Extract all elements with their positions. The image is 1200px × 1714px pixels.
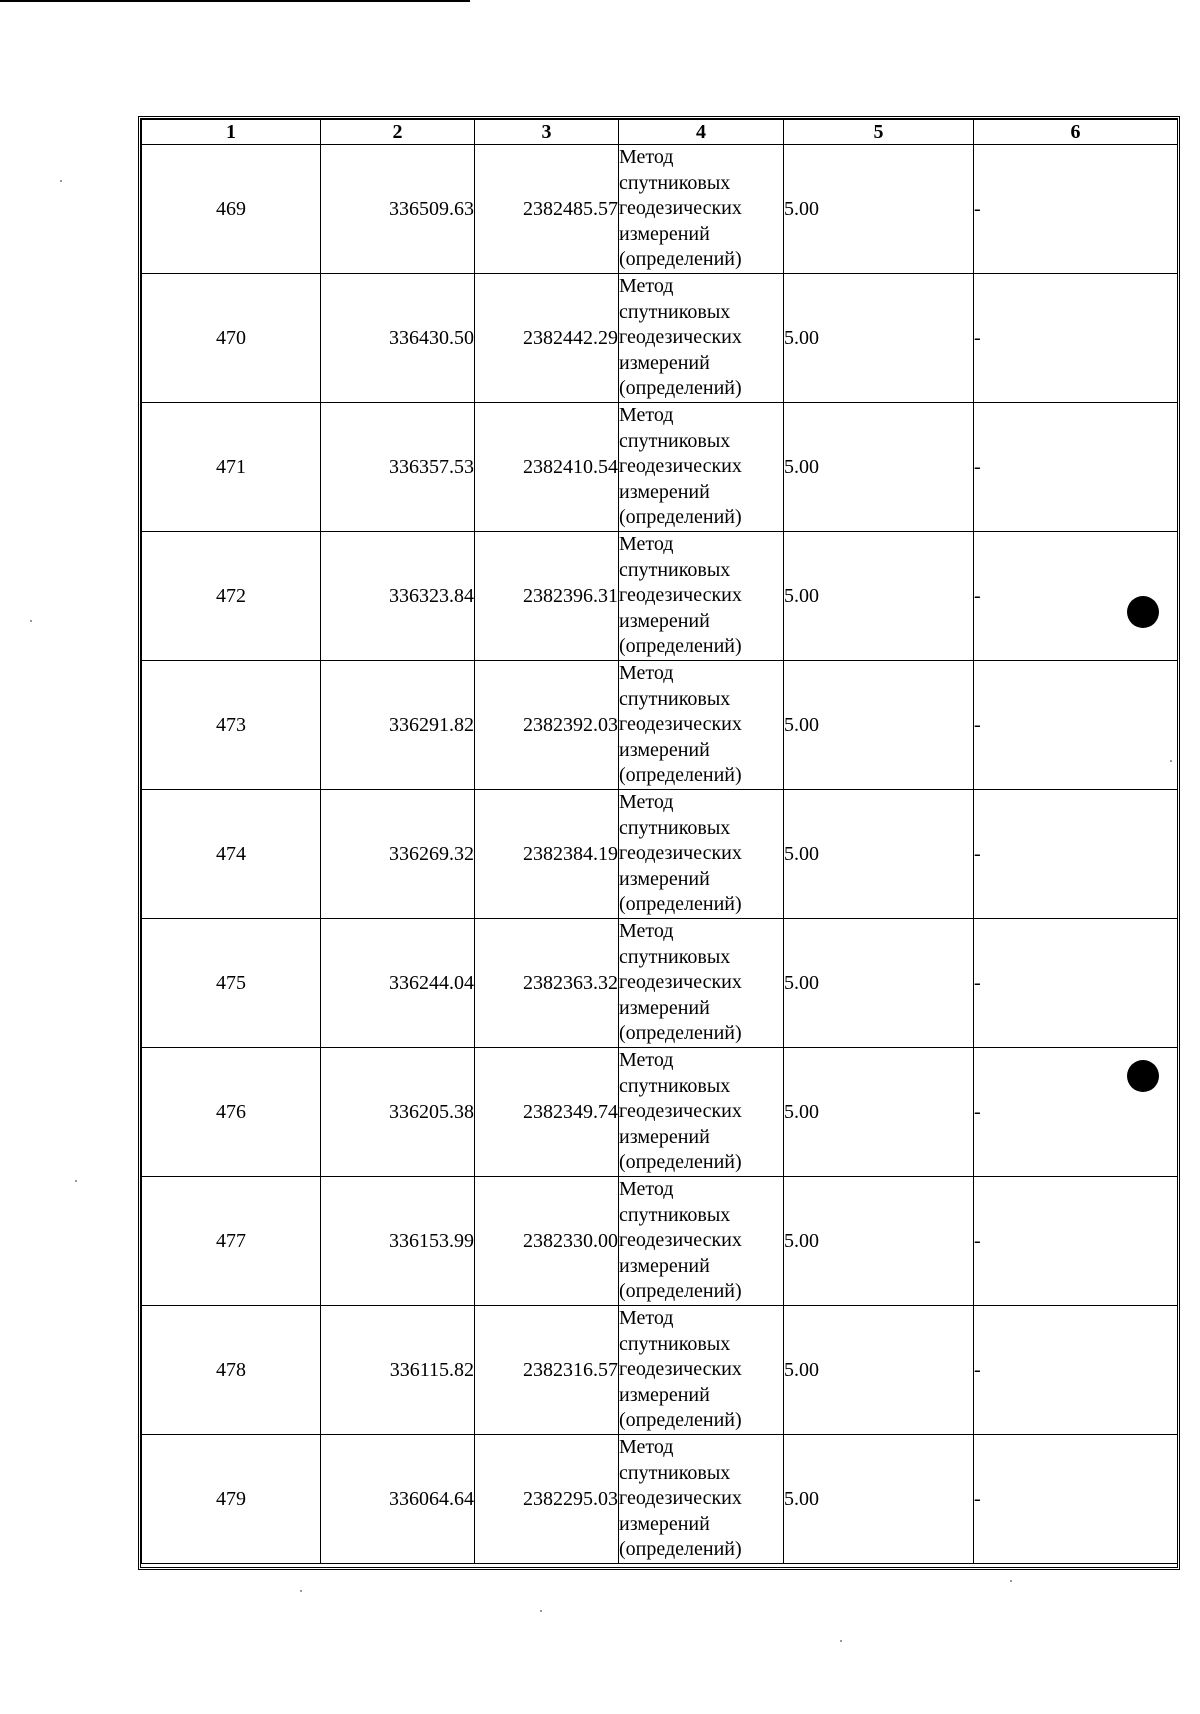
method-line: измерений: [619, 738, 710, 761]
point-number-cell: 473: [142, 661, 321, 790]
accuracy-cell: 5.00: [784, 1177, 974, 1306]
method-line: геодезических: [619, 326, 742, 349]
coordinate-x-cell: 336064.64: [321, 1435, 475, 1564]
coordinate-y-cell: 2382349.74: [475, 1048, 619, 1177]
method-line: (определений): [619, 506, 742, 529]
note-cell: -: [974, 274, 1178, 403]
accuracy-cell: 5.00: [784, 274, 974, 403]
method-line: геодезических: [619, 1229, 742, 1252]
point-number-cell: 470: [142, 274, 321, 403]
header-col-4: 4: [619, 120, 784, 145]
method-line: геодезических: [619, 1358, 742, 1381]
header-col-2: 2: [321, 120, 475, 145]
method-line: измерений: [619, 867, 710, 890]
method-line: (определений): [619, 1151, 742, 1174]
method-line: (определений): [619, 1538, 742, 1561]
method-line: Метод: [619, 275, 674, 298]
method-line: измерений: [619, 996, 710, 1019]
method-line: измерений: [619, 609, 710, 632]
method-cell: [619, 790, 784, 919]
method-cell: [619, 1435, 784, 1564]
coordinate-y-cell: 2382410.54: [475, 403, 619, 532]
method-cell: [619, 403, 784, 532]
method-line: (определений): [619, 635, 742, 658]
coordinate-x-cell: 336153.99: [321, 1177, 475, 1306]
note-cell: -: [974, 790, 1178, 919]
coordinate-x-cell: 336205.38: [321, 1048, 475, 1177]
method-line: спутниковых: [619, 1074, 731, 1097]
method-line: спутниковых: [619, 558, 731, 581]
table-row: [142, 1048, 1178, 1177]
accuracy-cell: 5.00: [784, 1306, 974, 1435]
note-cell: -: [974, 403, 1178, 532]
method-line: геодезических: [619, 971, 742, 994]
method-line: Метод: [619, 1307, 674, 1330]
scan-speck: [30, 620, 32, 622]
table-row: [142, 661, 1178, 790]
method-line: (определений): [619, 377, 742, 400]
method-line: геодезических: [619, 713, 742, 736]
point-number-cell: 478: [142, 1306, 321, 1435]
table-row: [142, 145, 1178, 274]
accuracy-cell: 5.00: [784, 919, 974, 1048]
method-line: измерений: [619, 1383, 710, 1406]
method-line: Метод: [619, 1049, 674, 1072]
method-line: Метод: [619, 533, 674, 556]
coordinate-x-cell: 336323.84: [321, 532, 475, 661]
coordinate-y-cell: 2382295.03: [475, 1435, 619, 1564]
note-cell: -: [974, 1048, 1178, 1177]
method-line: Метод: [619, 146, 674, 169]
point-number-cell: 469: [142, 145, 321, 274]
scan-speck: [1010, 1580, 1012, 1582]
note-cell: -: [974, 661, 1178, 790]
header-col-1: 1: [142, 120, 321, 145]
method-line: геодезических: [619, 584, 742, 607]
note-cell: -: [974, 145, 1178, 274]
note-cell: -: [974, 1177, 1178, 1306]
scan-speck: [840, 1640, 842, 1642]
coordinate-y-cell: 2382316.57: [475, 1306, 619, 1435]
coordinate-y-cell: 2382330.00: [475, 1177, 619, 1306]
method-line: (определений): [619, 1409, 742, 1432]
method-line: геодезических: [619, 1487, 742, 1510]
method-line: спутниковых: [619, 429, 731, 452]
method-cell: [619, 1048, 784, 1177]
header-col-3: 3: [475, 120, 619, 145]
method-line: измерений: [619, 1254, 710, 1277]
accuracy-cell: 5.00: [784, 1048, 974, 1177]
method-line: (определений): [619, 764, 742, 787]
accuracy-cell: 5.00: [784, 145, 974, 274]
note-cell: -: [974, 532, 1178, 661]
accuracy-cell: 5.00: [784, 790, 974, 919]
accuracy-cell: 5.00: [784, 1435, 974, 1564]
method-line: геодезических: [619, 455, 742, 478]
method-line: Метод: [619, 404, 674, 427]
method-line: (определений): [619, 1022, 742, 1045]
scan-speck: [1170, 760, 1172, 762]
method-cell: [619, 145, 784, 274]
note-cell: -: [974, 1435, 1178, 1564]
method-line: (определений): [619, 248, 742, 271]
method-line: геодезических: [619, 842, 742, 865]
coordinate-y-cell: 2382396.31: [475, 532, 619, 661]
method-line: (определений): [619, 1280, 742, 1303]
method-cell: [619, 274, 784, 403]
coordinate-y-cell: 2382363.32: [475, 919, 619, 1048]
table-row: [142, 790, 1178, 919]
table-row: [142, 403, 1178, 532]
scan-top-border: [0, 0, 470, 2]
method-line: спутниковых: [619, 816, 731, 839]
method-line: спутниковых: [619, 945, 731, 968]
coordinate-x-cell: 336291.82: [321, 661, 475, 790]
note-cell: -: [974, 919, 1178, 1048]
point-number-cell: 479: [142, 1435, 321, 1564]
header-col-6: 6: [974, 120, 1178, 145]
table-body: [142, 145, 1178, 1564]
method-line: измерений: [619, 1125, 710, 1148]
method-line: измерений: [619, 1512, 710, 1535]
method-cell: [619, 1306, 784, 1435]
method-line: измерений: [619, 351, 710, 374]
table-row: [142, 1177, 1178, 1306]
scan-speck: [60, 180, 62, 182]
method-cell: [619, 1177, 784, 1306]
method-cell: [619, 661, 784, 790]
accuracy-cell: 5.00: [784, 403, 974, 532]
method-line: спутниковых: [619, 1461, 731, 1484]
coordinate-x-cell: 336357.53: [321, 403, 475, 532]
accuracy-cell: 5.00: [784, 661, 974, 790]
method-line: (определений): [619, 893, 742, 916]
method-cell: [619, 919, 784, 1048]
scan-speck: [540, 1610, 542, 1612]
coordinate-y-cell: 2382442.29: [475, 274, 619, 403]
coordinates-table-frame: [138, 116, 1180, 1570]
punch-hole-mark: [1127, 596, 1159, 628]
method-line: геодезических: [619, 1100, 742, 1123]
punch-hole-mark: [1127, 1060, 1159, 1092]
method-line: Метод: [619, 1178, 674, 1201]
header-col-5: 5: [784, 120, 974, 145]
header-row: [142, 120, 1178, 145]
table-row: [142, 532, 1178, 661]
method-line: спутниковых: [619, 1203, 731, 1226]
coordinates-table: [141, 119, 1178, 1564]
point-number-cell: 472: [142, 532, 321, 661]
method-line: измерений: [619, 222, 710, 245]
point-number-cell: 476: [142, 1048, 321, 1177]
note-cell: -: [974, 1306, 1178, 1435]
coordinate-x-cell: 336430.50: [321, 274, 475, 403]
method-line: Метод: [619, 662, 674, 685]
scan-speck: [300, 1590, 302, 1592]
table-row: [142, 274, 1178, 403]
method-line: спутниковых: [619, 171, 731, 194]
coordinate-x-cell: 336269.32: [321, 790, 475, 919]
point-number-cell: 471: [142, 403, 321, 532]
coordinate-y-cell: 2382384.19: [475, 790, 619, 919]
coordinate-y-cell: 2382392.03: [475, 661, 619, 790]
accuracy-cell: 5.00: [784, 532, 974, 661]
method-line: Метод: [619, 791, 674, 814]
method-line: Метод: [619, 1436, 674, 1459]
method-line: Метод: [619, 920, 674, 943]
method-line: спутниковых: [619, 1332, 731, 1355]
method-line: измерений: [619, 480, 710, 503]
point-number-cell: 475: [142, 919, 321, 1048]
coordinate-x-cell: 336509.63: [321, 145, 475, 274]
coordinate-y-cell: 2382485.57: [475, 145, 619, 274]
method-line: геодезических: [619, 197, 742, 220]
method-cell: [619, 532, 784, 661]
point-number-cell: 474: [142, 790, 321, 919]
scan-speck: [75, 1180, 77, 1182]
coordinate-x-cell: 336244.04: [321, 919, 475, 1048]
table-row: [142, 1435, 1178, 1564]
table-row: [142, 919, 1178, 1048]
table-row: [142, 1306, 1178, 1435]
point-number-cell: 477: [142, 1177, 321, 1306]
coordinate-x-cell: 336115.82: [321, 1306, 475, 1435]
method-line: спутниковых: [619, 687, 731, 710]
method-line: спутниковых: [619, 300, 731, 323]
